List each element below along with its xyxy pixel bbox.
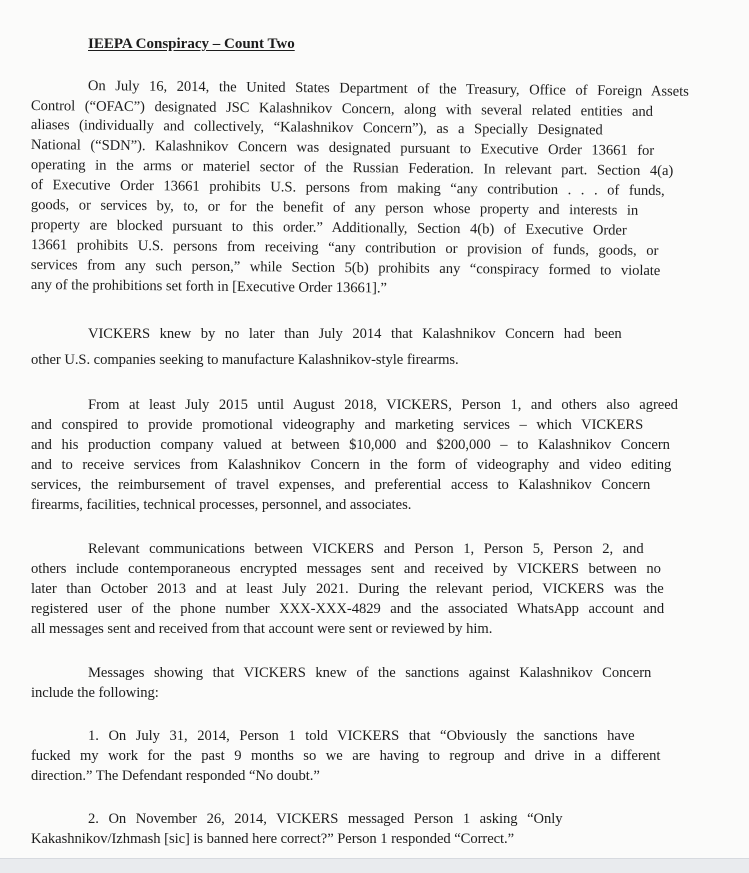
- paragraph-3-line-2: and conspired to provide promotional videography and marketing services – which VICKERS: [31, 417, 644, 433]
- paragraph-3-line-3: and his production company valued at between $10,000 and $200,000 – to Kalashnikov Concern: [31, 437, 670, 453]
- paragraph-1-line-2: Control (“OFAC”) designated JSC Kalashnikov Concern, along with several related entities and: [30, 98, 654, 120]
- paragraph-4-line-3: later than October 2013 and at least July 2021. During the relevant period, VICKERS was the: [31, 581, 664, 597]
- paragraph-6-line-3: direction.” The Defendant responded “No doubt.”: [31, 768, 320, 784]
- paragraph-1-line-9: 13661 prohibits U.S. persons from receiving “any contribution or provision of funds, goods, or: [30, 237, 659, 260]
- paragraph-6-line-1: 1. On July 31, 2014, Person 1 told VICKERS that “Obviously the sanctions have: [88, 728, 635, 744]
- paragraph-1-line-8: property are blocked pursuant to this order.” Additionally, Section 4(b) of Executive Order: [30, 217, 627, 239]
- paragraph-3-line-6: firearms, facilities, technical processes, personnel, and associates.: [31, 497, 412, 513]
- paragraph-6-line-2: fucked my work for the past 9 months so we are having to regroup and drive in a different: [31, 748, 661, 764]
- paragraph-5-line-2: include the following:: [31, 685, 159, 701]
- paragraph-4-line-5: all messages sent and received from that account were sent or reviewed by him.: [31, 621, 493, 637]
- paragraph-3-line-4: and to receive services from Kalashnikov Concern in the form of videography and video editing: [31, 457, 672, 473]
- paragraph-2-line-2: other U.S. companies seeking to manufacture Kalashnikov-style firearms.: [31, 352, 459, 368]
- paragraph-1-line-4: National (“SDN”). Kalashnikov Concern was designated pursuant to Executive Order 13661 for: [30, 137, 655, 159]
- paragraph-1-line-3: aliases (individually and collectively, “Kalashnikov Concern”), as a Specially Designated: [30, 117, 603, 139]
- bottom-edge-strip: [0, 858, 749, 873]
- paragraph-4-line-1: Relevant communications between VICKERS and Person 1, Person 5, Person 2, and: [88, 541, 644, 557]
- document-title: IEEPA Conspiracy – Count Two: [88, 36, 295, 52]
- paragraph-1-line-7: goods, or services by, to, or for the benefit of any person whose property and interests in: [30, 197, 639, 219]
- paragraph-1-line-11: any of the prohibitions set forth in [Executive Order 13661].”: [30, 277, 387, 297]
- paragraph-1-line-6: of Executive Order 13661 prohibits U.S. persons from making “any contribution . . . of funds,: [30, 177, 665, 200]
- paragraph-7-line-1: 2. On November 26, 2014, VICKERS messaged Person 1 asking “Only: [88, 811, 563, 827]
- paragraph-3-line-1: From at least July 2015 until August 2018, VICKERS, Person 1, and others also agreed: [88, 397, 678, 413]
- paragraph-1-line-1: On July 16, 2014, the United States Department of the Treasury, Office of Foreign Assets: [87, 78, 689, 100]
- paragraph-1-line-10: services from any such person,” while Section 5(b) prohibits any “conspiracy formed to violate: [30, 257, 661, 280]
- paragraph-4-line-2: others include contemporaneous encrypted messages sent and received by VICKERS between no: [31, 561, 661, 577]
- paragraph-3-line-5: services, the reimbursement of travel expenses, and preferential access to Kalashnikov Concern: [31, 477, 651, 493]
- paragraph-2-line-1: VICKERS knew by no later than July 2014 that Kalashnikov Concern had been: [88, 326, 622, 342]
- paragraph-1-line-5: operating in the arms or materiel sector of the Russian Federation. In relevant part. Section 4(a): [30, 157, 674, 180]
- paragraph-4-line-4: registered user of the phone number XXX-XXX-4829 and the associated WhatsApp account and: [31, 601, 665, 617]
- paragraph-5-line-1: Messages showing that VICKERS knew of the sanctions against Kalashnikov Concern: [88, 665, 652, 681]
- paragraph-7-line-2: Kakashnikov/Izhmash [sic] is banned here correct?” Person 1 responded “Correct.”: [31, 831, 515, 847]
